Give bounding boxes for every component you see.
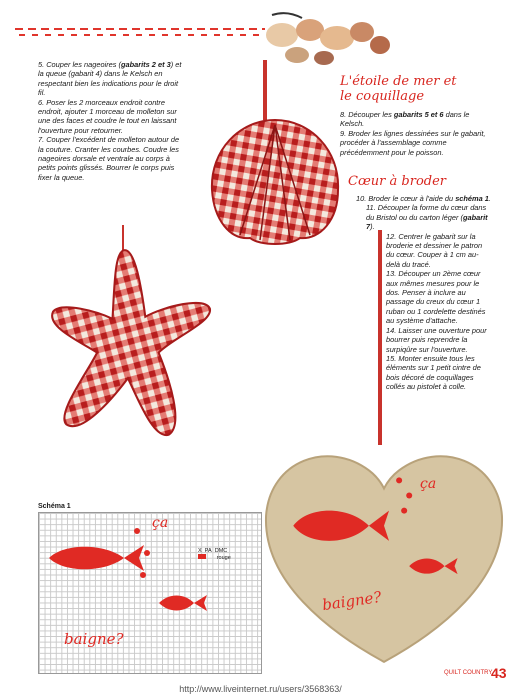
step-13: 13. Découper un 2ème cœur aux mêmes mesures pour le dos. Penser à inclure au passage du creux du cœur 1 ruban ou 1 cordelette destinés au système d'attache. [386,269,486,326]
legend-swatch [198,554,206,559]
chart-text-baigne: baigne? [64,630,124,648]
step-10: 10. Broder le cœur à l'aide du schéma 1. [356,194,491,203]
step-9: 9. Broder les lignes dessinées sur le gabarit, procéder à l'assemblage comme précédemment pour le poisson. [340,128,486,157]
section2-steps [356,194,492,392]
page-number: 43 [491,665,507,681]
section1-steps [340,110,490,157]
embroidered-heart-photo [258,440,510,672]
step-12: 12. Centrer le gabarit sur la broderie et dessiner le patron du cœur. Couper à 1 cm au-delà du tracé. [386,231,483,269]
section-title-heart: Cœur à broder [348,174,446,189]
left-instructions [38,60,186,182]
instruction-6: 6. Poser les 2 morceaux endroit contre endroit, ajouter 1 morceau de molleton sur une des faces et coudre le tout en laissant l'ouverture pour retourner. [38,97,177,135]
seashells-decoration [262,10,392,70]
chart-legend: X PA DMC rouge [198,548,231,561]
step-15: 15. Monter ensuite tous les éléments sur 1 petit cintre de bois décoré de coquillages collés au pistolet à colle. [386,353,481,392]
chart-motif [39,513,261,673]
schema-label: Schéma 1 [38,503,71,510]
top-decorative-border-2 [15,34,265,36]
heart-text-baigne: baigne? [321,587,383,615]
chart-text-ca: ça [152,515,169,531]
top-decorative-border [15,28,265,30]
heart-text-ca: ça [420,476,437,492]
section-title-starfish-shell: L'étoile de mer et le coquillage [340,74,457,104]
step-14: 14. Laisser une ouverture pour bourrer puis reprendre la surpiqûre sur l'ouverture. [386,325,487,354]
instruction-5: 5. Couper les nageoires (gabarits 2 et 3) et la queue (gabarit 4) dans le Kelsch en respectant bien les indications pour le droit fil. [38,60,182,98]
gingham-shell-photo [200,110,350,250]
gingham-starfish-photo [48,245,218,450]
magazine-brand: QUILT COUNTRY [444,670,493,676]
source-url: http://www.liveinternet.ru/users/3568363/ [179,684,342,694]
cross-stitch-chart [38,512,262,674]
instruction-7: 7. Couper l'excédent de molleton autour de la couture. Cranter les courbes. Coudre les nageoires dorsale et ventrale au corps à petits points glissés. Bourrer le corps puis fixer la queue. [38,135,180,182]
step-11: 11. Découper la forme du cœur dans du Bristol ou du carton léger (gabarit 7). [366,203,488,232]
step-8: 8. Découper les gabarits 5 et 6 dans le Kelsch. [340,110,470,129]
